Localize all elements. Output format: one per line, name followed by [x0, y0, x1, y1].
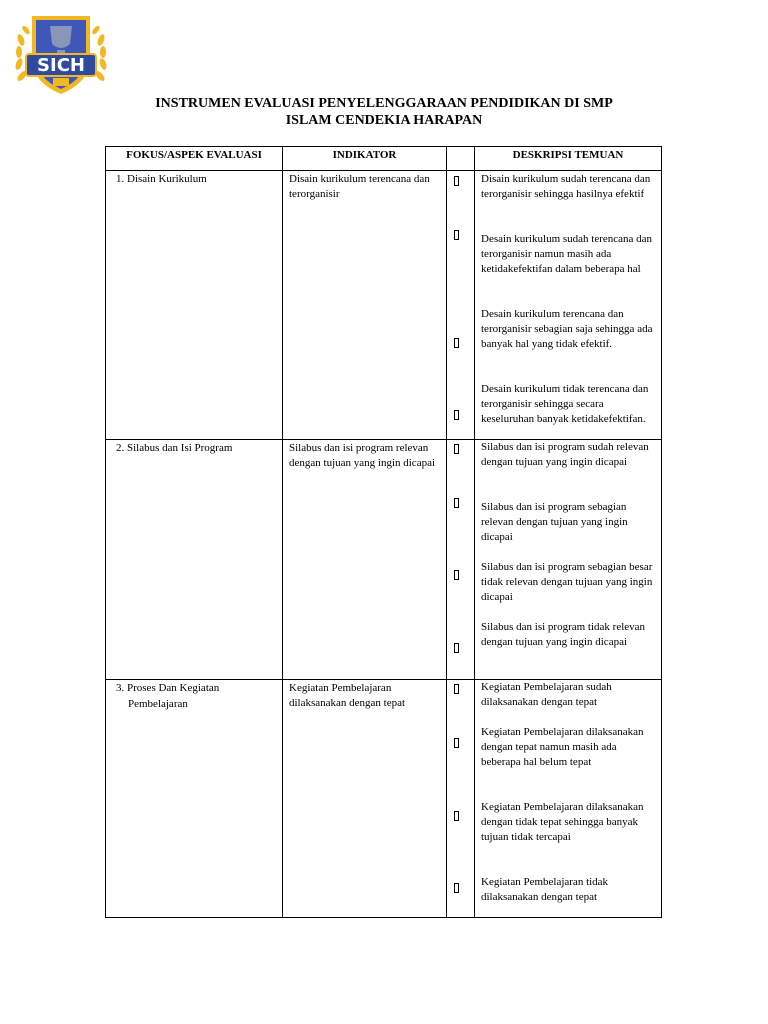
table-row	[106, 171, 662, 440]
finding-option: Silabus dan isi program sudah relevan dengan tujuan yang ingin dicapai	[481, 441, 649, 468]
checkbox[interactable]	[454, 338, 459, 348]
sich-logo	[12, 10, 110, 98]
checkbox[interactable]	[454, 643, 459, 653]
findings-cell	[475, 171, 662, 440]
focus-cell	[106, 680, 283, 918]
focus-cell	[106, 440, 283, 680]
findings-cell	[475, 680, 662, 918]
document-title-line2: ISLAM CENDEKIA HARAPAN	[285, 113, 483, 128]
finding-option: Kegiatan Pembelajaran dilaksanakan dengan tidak tepat sehingga banyak tujuan tidak tercapai	[481, 801, 644, 843]
finding-option: Silabus dan isi program sebagian relevan dengan tujuan yang ingin dicapai	[481, 501, 628, 543]
indicator-cell	[283, 440, 447, 680]
indicator-cell	[283, 680, 447, 918]
finding-option: Desain kurikulum sudah terencana dan terorganisir namun masih ada ketidakefektifan dalam beberapa hal	[481, 233, 653, 275]
finding-option: Silabus dan isi program tidak relevan dengan tujuan yang ingin dicapai	[481, 621, 646, 648]
checkbox[interactable]	[454, 811, 459, 821]
finding-option: Kegiatan Pembelajaran sudah dilaksanakan dengan tepat	[481, 681, 612, 708]
focus-label: 3. Proses Dan Kegiatan	[116, 682, 220, 694]
table-header-row	[106, 147, 662, 171]
focus-label: 1. Disain Kurikulum	[116, 173, 207, 185]
findings-cell	[475, 440, 662, 680]
checkbox-cell	[447, 171, 475, 440]
logo-text: SICH	[37, 55, 85, 76]
header-checkbox-column	[447, 147, 475, 171]
finding-option: Desain kurikulum terencana dan terorganisir sebagian saja sehingga ada banyak hal yang tidak efektif.	[481, 308, 653, 350]
finding-option: Silabus dan isi program sebagian besar tidak relevan dengan tujuan yang ingin dicapai	[481, 561, 653, 603]
table-row	[106, 680, 662, 918]
indicator-text: Silabus dan isi program relevan dengan tujuan yang ingin dicapai	[289, 442, 436, 469]
checkbox[interactable]	[454, 230, 459, 240]
header-findings: DESKRIPSI TEMUAN	[475, 147, 662, 171]
indicator-text: Kegiatan Pembelajaran dilaksanakan dengan tepat	[289, 682, 406, 709]
finding-option: Desain kurikulum tidak terencana dan terorganisir sehingga secara keseluruhan banyak ketidakefektifan.	[481, 383, 649, 425]
checkbox[interactable]	[454, 738, 459, 748]
finding-option: Kegiatan Pembelajaran tidak dilaksanakan dengan tepat	[481, 876, 609, 903]
header-indicator: INDIKATOR	[283, 147, 447, 171]
finding-option: Kegiatan Pembelajaran dilaksanakan dengan tepat namun masih ada beberapa hal belum tepat	[481, 726, 644, 768]
focus-label-continued: Pembelajaran	[128, 698, 188, 710]
indicator-cell	[283, 171, 447, 440]
checkbox[interactable]	[454, 498, 459, 508]
checkbox[interactable]	[454, 444, 459, 454]
header-focus: FOKUS/ASPEK EVALUASI	[106, 147, 283, 171]
indicator-text: Disain kurikulum terencana dan terorganisir	[289, 173, 430, 200]
checkbox[interactable]	[454, 883, 459, 893]
checkbox[interactable]	[454, 176, 459, 186]
checkbox[interactable]	[454, 410, 459, 420]
document-title-line1: INSTRUMEN EVALUASI PENYELENGGARAAN PENDIDIKAN DI SMP	[155, 96, 613, 111]
checkbox[interactable]	[454, 570, 459, 580]
table-row	[106, 440, 662, 680]
checkbox-cell	[447, 440, 475, 680]
focus-cell	[106, 171, 283, 440]
evaluation-table	[105, 146, 662, 918]
finding-option: Disain kurikulum sudah terencana dan terorganisir sehingga hasilnya efektif	[481, 173, 651, 200]
focus-label: 2. Silabus dan Isi Program	[116, 442, 233, 454]
checkbox-cell	[447, 680, 475, 918]
checkbox[interactable]	[454, 684, 459, 694]
